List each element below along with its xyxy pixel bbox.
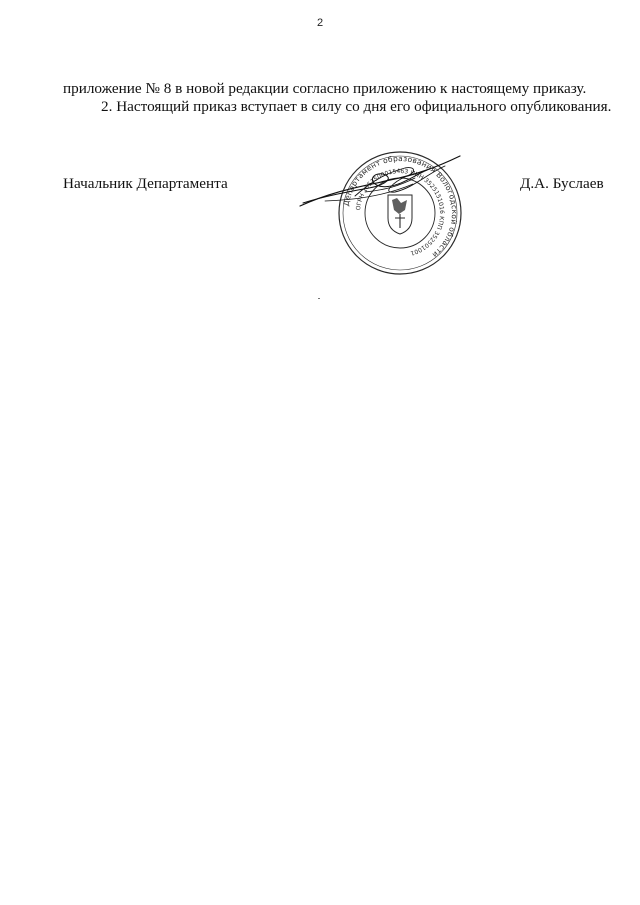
body-paragraph-2: 2. Настоящий приказ вступает в силу со дня его официального опубликования.	[101, 98, 612, 115]
coat-of-arms-icon	[388, 195, 412, 234]
seal-inner-text: ОГРН 1053500015463 ИНН 3525151016 КПП 352501001	[355, 167, 446, 257]
seal-outer-text: Департамент образования Вологодской области	[341, 153, 460, 260]
signatory-title: Начальник Департамента	[63, 175, 228, 192]
page-number: 2	[316, 17, 324, 29]
official-seal-stamp	[295, 148, 475, 278]
scan-speck	[318, 298, 320, 299]
signatory-name: Д.А. Буслаев	[520, 175, 604, 192]
body-paragraph-1: приложение № 8 в новой редакции согласно приложению к настоящему приказу.	[63, 80, 587, 97]
